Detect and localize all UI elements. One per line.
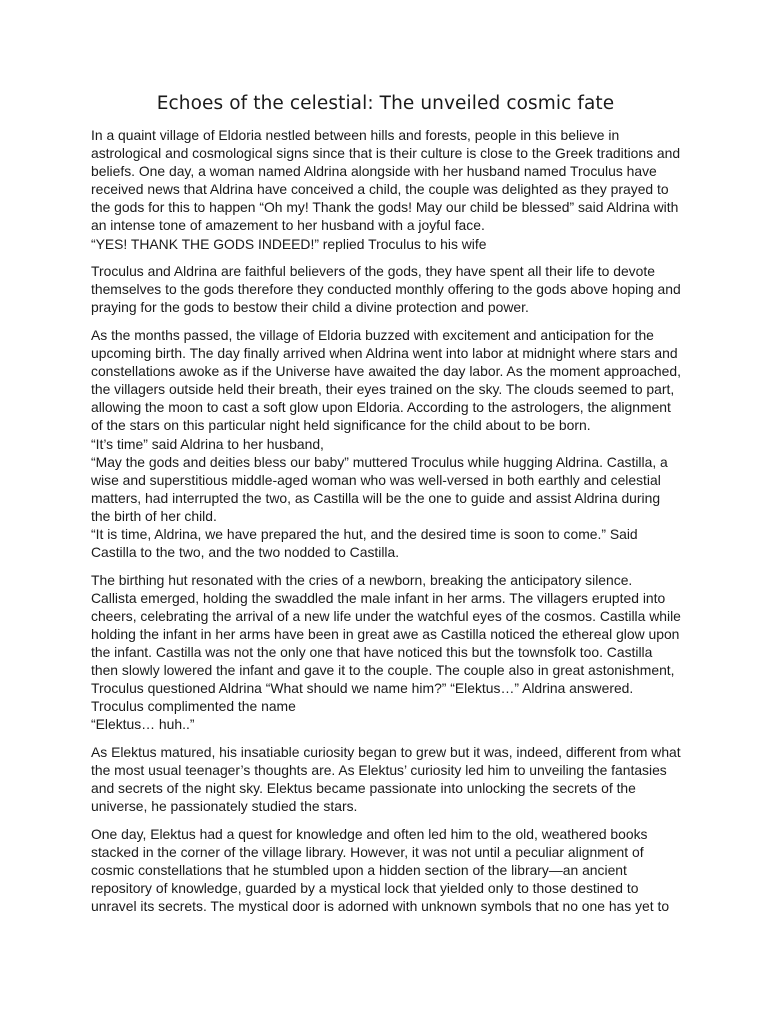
text-line: themselves to the gods therefore they conducted monthly offering to the gods above hoping and [91,281,681,298]
text-line: an intense tone of amazement to her husband with a joyful face. [91,217,485,234]
text-line: unravel its secrets. The mystical door is adorned with unknown symbols that no one has yet to [91,898,670,915]
paragraph [91,743,680,815]
text-line: holding the infant in her arms have been in great awe as Castilla noticed the ethereal glow upon [91,625,680,642]
text-line: constellations awoke as if the Universe have awaited the day labor. As the moment approached, [91,363,681,380]
text-line: “May the gods and deities bless our baby” muttered Troculus while hugging Aldrina. Castilla, a [91,453,668,470]
text-line: and secrets of the night sky. Elektus became passionate into unlocking the secrets of the [91,780,636,797]
text-line: of the stars on this particular night held significance for the child about to be born. [91,417,591,434]
text-line: As the months passed, the village of Eldoria buzzed with excitement and anticipation for the [91,326,654,343]
text-line: beliefs. One day, a woman named Aldrina alongside with her husband named Troculus have [91,163,657,180]
text-line: repository of knowledge, guarded by a mystical lock that yielded only to those destined to [91,880,639,897]
text-line: “It’s time” said Aldrina to her husband, [91,435,324,452]
text-line: astrological and cosmological signs since that is their culture is close to the Greek traditions and [91,145,681,162]
page-title: Echoes of the celestial: The unveiled cosmic fate [156,93,615,114]
text-line: The birthing hut resonated with the cries of a newborn, breaking the anticipatory silence. [91,571,633,588]
text-line: the villagers outside held their breath, their eyes trained on the sky. The clouds seemed to part, [91,381,675,398]
text-line: universe, he passionately studied the stars. [91,798,358,815]
text-line: In a quaint village of Eldoria nestled between hills and forests, people in this believe in [91,127,620,143]
text-line: allowing the moon to cast a soft glow upon Eldoria. According to the astrologers, the alignment [91,399,671,416]
text-line: “Elektus… huh..” [91,716,195,733]
text-line: Troculus complimented the name [91,698,296,715]
text-line: the most usual teenager’s thoughts are. As Elektus’ curiosity led him to unveiling the fantasies [91,762,667,779]
text-line: Troculus and Aldrina are faithful believers of the gods, they have spent all their life to devote [91,263,655,280]
text-line: As Elektus matured, his insatiable curiosity began to grew but it was, indeed, different from what [91,744,681,760]
text-line: praying for the gods to bestow their child a divine protection and power. [91,299,529,316]
text-line: the birth of her child. [91,507,217,524]
paragraph [91,126,680,253]
text-line: then slowly lowered the infant and gave it to the couple. The couple also in great astonishment, [91,662,675,679]
text-line: Callista emerged, holding the swaddled the male infant in her arms. The villagers erupted into [91,589,666,606]
text-line: cosmic constellations that he stumbled upon a hidden section of the library—an ancient [91,862,627,879]
text-line: the infant. Castilla was not the only one that have noticed this but the townsfolk too. Castilla [91,644,653,661]
document-body [91,126,680,915]
text-line: Castilla to the two, and the two nodded to Castilla. [91,544,400,561]
text-line: stacked in the corner of the village library. However, it was not until a peculiar alignment of [91,843,644,860]
paragraph [91,326,680,561]
paragraph [91,262,680,316]
text-line: “It is time, Aldrina, we have prepared the hut, and the desired time is soon to come.” Said [91,525,638,542]
text-line: “YES! THANK THE GODS INDEED!” replied Troculus to his wife [91,235,487,252]
text-line: received news that Aldrina have conceived a child, the couple was delighted as they prayed to [91,181,669,198]
text-line: Troculus questioned Aldrina “What should we name him?” “Elektus…” Aldrina answered. [91,680,634,697]
paragraph [91,571,680,734]
text-line: matters, had interrupted the two, as Castilla will be the one to guide and assist Aldrina during [91,489,661,506]
text-line: cheers, celebrating the arrival of a new life under the watchful eyes of the cosmos. Castilla while [91,607,681,624]
text-line: upcoming birth. The day finally arrived when Aldrina went into labor at midnight where stars and [91,345,678,362]
text-line: the gods for this to happen “Oh my! Thank the gods! May our child be blessed” said Aldrina with [91,199,679,216]
text-line: One day, Elektus had a quest for knowledge and often led him to the old, weathered books [91,825,648,842]
paragraph [91,825,680,915]
text-line: wise and superstitious middle-aged woman who was well-versed in both earthly and celestial [91,471,661,488]
